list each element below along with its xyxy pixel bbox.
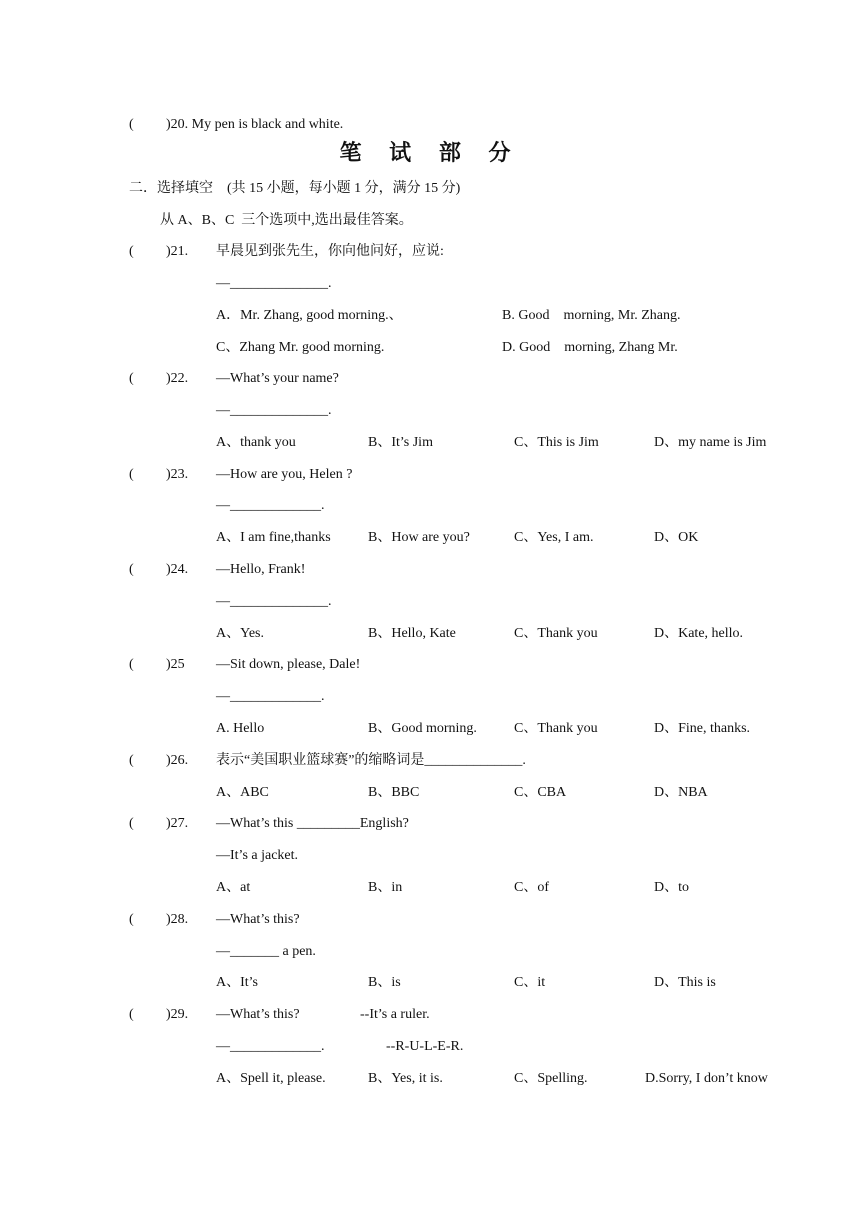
option-d[interactable]: D、This is xyxy=(654,975,716,990)
option-c[interactable]: C、Thank you xyxy=(514,626,598,641)
answer-blank-line: —_______ a pen. xyxy=(216,944,316,959)
option-b[interactable]: B、It’s Jim xyxy=(368,435,433,450)
question-number: )23. xyxy=(166,467,189,482)
option-b[interactable]: B、in xyxy=(368,880,403,895)
answer-bracket-open[interactable]: ( xyxy=(129,467,134,482)
answer-blank-line: —_____________. xyxy=(216,1039,325,1054)
question-number: )24. xyxy=(166,562,189,577)
answer-blank-line: —______________. xyxy=(216,276,332,291)
dialogue-spelling: --R-U-L-E-R. xyxy=(386,1039,464,1054)
option-c[interactable]: C、CBA xyxy=(514,785,567,800)
option-d[interactable]: D.Sorry, I don’t know xyxy=(645,1071,768,1086)
option-c[interactable]: C、it xyxy=(514,975,546,990)
answer-bracket-open[interactable]: ( xyxy=(129,816,134,831)
answer-blank-line: —______________. xyxy=(216,403,332,418)
answer-bracket-open[interactable]: ( xyxy=(129,753,134,768)
question-number: )22. xyxy=(166,371,189,386)
question-number: )29. xyxy=(166,1007,189,1022)
option-c[interactable]: C、This is Jim xyxy=(514,435,599,450)
option-a[interactable]: A、Spell it, please. xyxy=(216,1071,326,1086)
option-c[interactable]: C、Thank you xyxy=(514,721,598,736)
option-a[interactable]: A、I am fine,thanks xyxy=(216,530,331,545)
option-b[interactable]: B、is xyxy=(368,975,401,990)
option-d[interactable]: D、Kate, hello. xyxy=(654,626,744,641)
option-a[interactable]: A、Yes. xyxy=(216,626,264,641)
answer-blank-line: —_____________. xyxy=(216,689,325,704)
answer-line: —It’s a jacket. xyxy=(216,848,299,863)
answer-bracket-open[interactable]: ( xyxy=(129,912,134,927)
option-b[interactable]: B、BBC xyxy=(368,785,420,800)
option-b[interactable]: B、Yes, it is. xyxy=(368,1071,443,1086)
question-prompt: —What’s your name? xyxy=(216,371,339,386)
question-prompt: —What’s this? xyxy=(216,1007,300,1022)
answer-bracket-open[interactable]: ( xyxy=(129,244,134,259)
option-d[interactable]: D. Good morning, Zhang Mr. xyxy=(502,340,678,355)
section-title: 笔 试 部 分 xyxy=(339,141,521,166)
answer-blank-line: —_____________. xyxy=(216,498,325,513)
option-d[interactable]: D、to xyxy=(654,880,689,895)
option-d[interactable]: D、Fine, thanks. xyxy=(654,721,751,736)
option-b[interactable]: B、Hello, Kate xyxy=(368,626,456,641)
question-number: )25 xyxy=(166,657,185,672)
option-d[interactable]: D、OK xyxy=(654,530,699,545)
question-number: )27. xyxy=(166,816,189,831)
option-a[interactable]: A、thank you xyxy=(216,435,296,450)
question-20-text: )20. My pen is black and white. xyxy=(166,117,344,132)
option-b[interactable]: B. Good morning, Mr. Zhang. xyxy=(502,308,681,323)
question-number: )26. xyxy=(166,753,189,768)
question-number: )21. xyxy=(166,244,189,259)
option-c[interactable]: C、Yes, I am. xyxy=(514,530,594,545)
option-a[interactable]: A、at xyxy=(216,880,251,895)
answer-bracket-open[interactable]: ( xyxy=(129,562,134,577)
section-2-instruction: 从 A、B、C 三个选项中,选出最佳答案。 xyxy=(160,213,413,228)
option-d[interactable]: D、NBA xyxy=(654,785,708,800)
answer-bracket-open[interactable]: ( xyxy=(129,1007,134,1022)
option-a[interactable]: A、It’s xyxy=(216,975,258,990)
question-prompt: 早晨见到张先生，你向他问好，应说: xyxy=(216,244,444,259)
question-prompt: —How are you, Helen ? xyxy=(216,467,353,482)
answer-blank-line: —______________. xyxy=(216,594,332,609)
option-a[interactable]: A. Hello xyxy=(216,721,265,736)
option-b[interactable]: B、Good morning. xyxy=(368,721,477,736)
option-c[interactable]: C、Zhang Mr. good morning. xyxy=(216,340,385,355)
option-c[interactable]: C、of xyxy=(514,880,549,895)
question-prompt: —Sit down, please, Dale! xyxy=(216,657,361,672)
question-prompt: 表示“美国职业篮球赛”的缩略词是______________. xyxy=(216,753,526,768)
option-c[interactable]: C、Spelling. xyxy=(514,1071,588,1086)
option-a[interactable]: A、ABC xyxy=(216,785,269,800)
answer-bracket-open[interactable]: ( xyxy=(129,371,134,386)
option-a[interactable]: A．Mr. Zhang, good morning.、 xyxy=(216,308,403,323)
question-prompt: —What’s this? xyxy=(216,912,300,927)
answer-bracket-open[interactable]: ( xyxy=(129,657,134,672)
question-prompt: —What’s this _________English? xyxy=(216,816,409,831)
section-2-heading: 二．选择填空 (共 15 小题，每小题 1 分，满分 15 分) xyxy=(129,181,461,196)
dialogue-reply: --It’s a ruler. xyxy=(360,1007,430,1022)
answer-bracket-open[interactable]: ( xyxy=(129,117,134,132)
question-prompt: —Hello, Frank! xyxy=(216,562,306,577)
option-b[interactable]: B、How are you? xyxy=(368,530,470,545)
option-d[interactable]: D、my name is Jim xyxy=(654,435,767,450)
question-number: )28. xyxy=(166,912,189,927)
